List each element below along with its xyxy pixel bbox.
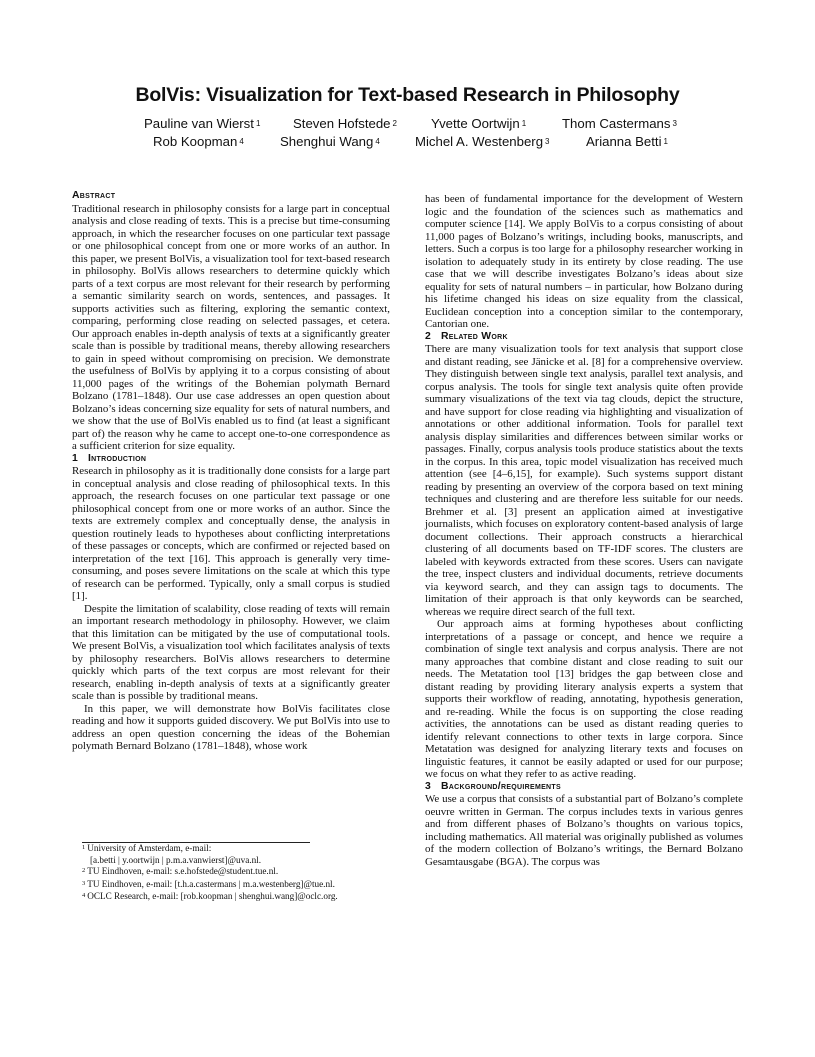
paragraph: has been of fundamental importance for the development of Western logic and the foundation of the sciences such as mathematics and computer science [14]. We apply BolVis to a corpus consisting of about 11,000 pages of Bolzano’s writings, including books, manuscripts, and letters. Such a corpus is too large for a philosophy researcher working in isolation to adequately study in its entirety by close reading. The use case that we will describe investigates Bolzano’s ideas about size equality for sets of natural numbers – in particular, how Bolzano during his lifetime changed his ideas on size equality from the classical, Euclidean conception into a conception similar to the contemporary, Cantorian one.: [425, 193, 743, 330]
section-heading-related-work: 2 Related Work: [425, 330, 508, 342]
footnotes: [82, 843, 402, 903]
footnote-continuation: [a.betti | y.oortwijn | p.m.a.vanwierst]@uva.nl.: [90, 855, 262, 866]
paragraph: In this paper, we will demonstrate how BolVis facilitates close reading and how it supports guided discovery. We put BolVis into use to address an open question concerning the ideas of the Bohemian polymath Bernard Bolzano (1781–1848), whose work: [72, 702, 390, 752]
footnote: $^4$ OCLC Research, e-mail: [rob.koopman | shenghui.wang]@oclc.org.: [82, 890, 338, 901]
paragraph: We use a corpus that consists of a substantial part of Bolzano’s complete oeuvre written in German. The corpus includes texts in various genres and from different phases of Bolzano’s thoughts on various topics, including mathematics. All material was originally published as volumes of the modern collection of Bolzano’s writings, the Bernard Bolzano Gesamtausgabe (BGA). The corpus was: [425, 793, 743, 868]
paragraph: Our approach aims at forming hypotheses about conflicting interpretations of a passage or concept, and hence we require a combination of single text analysis and corpus analysis. There are not many approaches that combine distant and close reading to suit our needs. The Metatation tool [13] bridges the gap between close and distant reading by providing literary analysis experts a system that supports their workflow of reading, annotating, hypothesis generation, and re-reading. While the focus is on supporting the close reading activities, the annotations can be used as distant reading queries to identify relevant connections to other texts in large corpora. Since Metatation was designed for analyzing literary texts and focuses on linguistic features, it cannot be easily adapted or used for our purpose; we focus on what they refer to as active reading.: [425, 618, 743, 780]
abstract-heading: Abstract: [72, 190, 116, 201]
footnote: $^1$ University of Amsterdam, e-mail:: [82, 843, 212, 853]
section-heading-introduction: 1 Introduction: [72, 452, 147, 464]
section-heading-background: 3 Background/requirements: [425, 780, 561, 792]
paper-title: BolVis: Visualization for Text-based Research in Philosophy: [135, 84, 680, 106]
paragraph: Despite the limitation of scalability, close reading of texts will remain an important research methodology in philosophy. However, we claim that this limitation can be mitigated by the use of computational tools. We present BolVis, a visualization tool which facilitates analysis of texts by philosophy researchers. BolVis allows researchers to determine quickly which parts of the text corpus are most relevant for their research, enabling in-depth analysis of texts at a significantly greater scale than is possible by traditional means.: [72, 602, 390, 702]
paragraph: Research in philosophy as it is traditionally done consists for a large part in conceptual analysis and close reading of philosophical texts. In this approach, the research focuses on one particular text passage or one philosophical concept from one or more works of an author. Since the texts are extremely complex and conceptually dense, the analysis in question routinely leads to hypotheses about conflicting interpretations of these passages or concepts, which are confirmed or rejected based on interpretation of the text [16]. This approach is generally very time-consuming, and poses severe limitations on the scale at which this type of research can be performed. Typically, only a small corpus is studied [1].: [72, 465, 390, 602]
footnote: $^3$ TU Eindhoven, e-mail: [t.h.a.castermans | m.a.westenberg]@tue.nl.: [82, 878, 335, 889]
author: Thom Castermans $^3$: [562, 116, 677, 131]
author: Yvette Oortwijn $^1$: [431, 116, 527, 131]
footnote: $^2$ TU Eindhoven, e-mail: s.e.hofstede@student.tue.nl.: [82, 866, 279, 877]
right-column: [425, 193, 743, 868]
author: Arianna Betti $^1$: [586, 134, 668, 149]
author: Steven Hofstede $^2$: [293, 116, 397, 131]
author: Michel A. Westenberg $^3$: [415, 134, 550, 149]
author: Rob Koopman $^4$: [153, 134, 244, 149]
paragraph: There are many visualization tools for text analysis that support close and distant reading, see Jänicke et al. [8] for a comprehensive overview. They distinguish between single text analysis, parallel text analysis, and corpus analysis. The tools for single text analysis quite often provide summary visualizations of the text via tag clouds, depict the structure, and have support for close reading via highlighting and visualization of annotations or other additional information. Tools for parallel text analysis display similarities and differences between similar works or passages. Finally, corpus analysis tools produce statistics about the texts in the corpus. In this area, topic model visualization has received much attention (see [4–6,15], for example). Such systems support distant reading by presenting an overview of the corpora based on text mining techniques and clustering and are therefore less suitable for our needs. Brehmer et al. [3] present an application aimed at investigative journalists, which focuses on exploratory content-based analysis of large document collections. Their approach constructs a hierarchical clustering of all documents based on TF-IDF scores. The clusters are labeled with keywords extracted from these scores. Users can navigate the tree, inspect clusters and individual documents, retrieve documents via keyword search, and they can assign tags to documents. The limitation of their approach is that only keywords can be searched, whereas we require direct search of the full text.: [425, 343, 743, 618]
author: Pauline van Wierst $^1$: [144, 116, 261, 131]
abstract-text: Traditional research in philosophy consists for a large part in conceptual analysis and close reading of texts. This is a precise but time-consuming approach, in which the researcher focuses on one particular text passage or one philosophical concept from one or more works of an author. In this paper, we present BolVis, a visualization tool for text-based research in philosophy. BolVis allows researchers to determine quickly which parts of a text corpus are most relevant for their research by performing a semantic similarity search on words, sentences, and passages. It supports activities such as filtering, exploring the semantic context, comparing, performing close reading on selected passages, et cetera. Our approach enables in-depth analysis of texts at a significantly greater scale than is possible by traditional means, thereby allowing researchers to gain in speed without compromising on precision. We demonstrate the usefulness of BolVis by applying it to a corpus consisting of about 11,000 pages of the writings of the Bohemian polymath Bernard Bolzano (1781–1848). Our use case addresses an open question about Bolzano’s ideas concerning size equality for sets of natural numbers, and we show that the use of BolVis enabled us to find (at least a significant part of) the reason why he came to accept one-to-one correspondence as a sufficient criterion for size equality.: [72, 202, 390, 452]
author: Shenghui Wang $^4$: [280, 134, 380, 149]
left-column: [72, 190, 390, 753]
